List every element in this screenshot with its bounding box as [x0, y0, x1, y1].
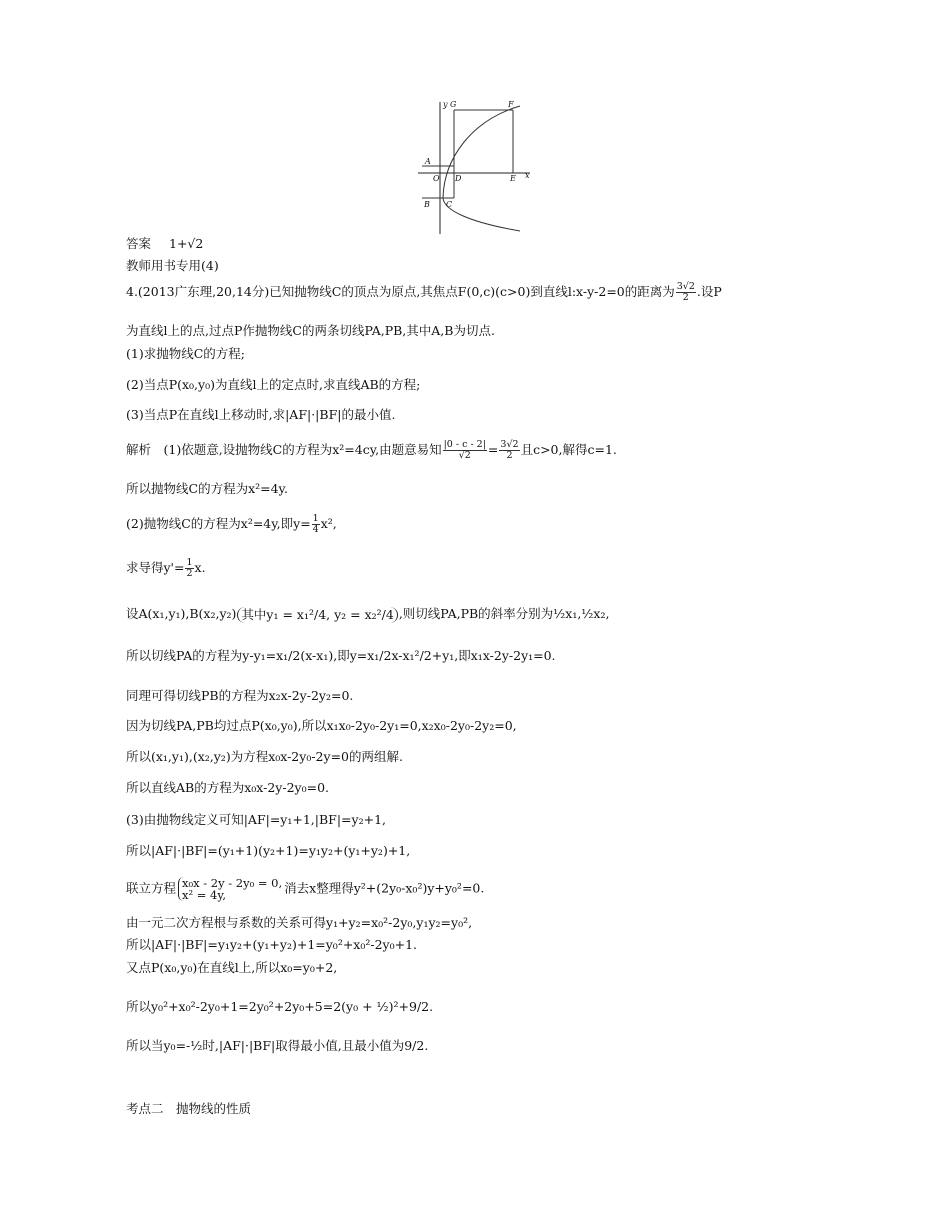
quarter-fraction	[312, 514, 320, 535]
label-x: x	[525, 171, 530, 180]
equation-system	[178, 877, 282, 901]
answer-value: 1+√2	[169, 236, 204, 251]
parabola-figure	[412, 98, 536, 238]
answer-label: 答案	[126, 236, 152, 251]
label-f: F	[508, 100, 514, 109]
solution-line-11: (3)由抛物线定义可知|AF|=y₁+1,|BF|=y₂+1,	[126, 812, 387, 827]
half-denominator: 2	[186, 568, 193, 579]
solution-line-13-end: 消去x整理得y²+(2y₀-x₀²)y+y₀²=0.	[284, 880, 485, 896]
equals-sign: =	[487, 442, 499, 457]
distance-formula-denominator: √2	[458, 450, 471, 461]
system-equation-1: x₀x - 2y - 2y₀ = 0,	[182, 876, 283, 890]
solution-line-8: 因为切线PA,PB均过点P(x₀,y₀),所以x₁x₀-2y₀-2y₁=0,x₂x₀-2y₀-2y₂=0,	[126, 718, 517, 733]
solution-line-17: 所以y₀²+x₀²-2y₀+1=2y₀²+2y₀+5=2(y₀ + ½)²+9/2.	[126, 999, 434, 1014]
label-b: B	[424, 200, 430, 209]
label-y: y	[443, 100, 448, 109]
label-o: O	[433, 174, 440, 183]
solution-line-5	[126, 606, 609, 623]
distance-value-fraction	[499, 440, 519, 461]
label-g: G	[450, 100, 457, 109]
solution-line-2: 所以抛物线C的方程为x²=4y.	[126, 481, 288, 496]
solution-line-18: 所以当y₀=-½时,|AF|·|BF|取得最小值,且最小值为9/2.	[126, 1038, 429, 1053]
distance-value-numerator: 3√2	[500, 439, 519, 450]
quarter-denominator: 4	[312, 524, 319, 535]
problem-line-1-end: .设P	[696, 284, 722, 299]
solution-line-3	[126, 514, 337, 535]
solution-line-1-text: 解析 (1)依题意,设抛物线C的方程为x²=4cy,由题意易知	[126, 442, 442, 457]
distance-fraction	[676, 282, 696, 303]
solution-line-5-text: 设A(x₁,y₁),B(x₂,y₂)	[126, 606, 237, 621]
points-condition: 其中y₁ = x₁²/4, y₂ = x₂²/4	[237, 607, 397, 623]
solution-line-1	[126, 440, 617, 461]
label-a: A	[425, 157, 431, 166]
solution-line-1-end: 且c>0,解得c=1.	[520, 442, 617, 457]
system-equation-2: x² = 4y,	[182, 888, 226, 902]
question-2: (2)当点P(x₀,y₀)为直线l上的定点时,求直线AB的方程;	[126, 377, 421, 392]
distance-value-denominator: 2	[506, 450, 513, 461]
teacher-note: 教师用书专用(4)	[126, 258, 219, 273]
solution-line-3-text: (2)抛物线C的方程为x²=4y,即y=	[126, 516, 311, 531]
solution-line-3-end: x²,	[320, 516, 337, 531]
solution-line-4-text: 求导得y'=	[126, 560, 185, 575]
half-numerator: 1	[186, 557, 193, 568]
solution-line-12: 所以|AF|·|BF|=(y₁+1)(y₂+1)=y₁y₂+(y₁+y₂)+1,	[126, 843, 411, 858]
solution-line-9: 所以(x₁,y₁),(x₂,y₂)为方程x₀x-2y₀-2y=0的两组解.	[126, 749, 403, 764]
solution-line-4	[126, 558, 206, 579]
solution-line-5-end: ,则切线PA,PB的斜率分别为½x₁,½x₂,	[398, 606, 610, 621]
distance-formula-numerator: |0 - c - 2|	[443, 439, 486, 450]
solution-line-7: 同理可得切线PB的方程为x₂x-2y-2y₂=0.	[126, 688, 354, 703]
question-3: (3)当点P在直线l上移动时,求|AF|·|BF|的最小值.	[126, 407, 396, 422]
solution-line-16: 又点P(x₀,y₀)在直线l上,所以x₀=y₀+2,	[126, 960, 338, 975]
distance-formula-fraction	[443, 440, 487, 461]
label-d: D	[455, 174, 462, 183]
solution-line-6: 所以切线PA的方程为y-y₁=x₁/2(x-x₁),即y=x₁/2x-x₁²/2+y₁,即x₁x-2y-2y₁=0.	[126, 648, 556, 663]
solution-line-15: 所以|AF|·|BF|=y₁y₂+(y₁+y₂)+1=y₀²+x₀²-2y₀+1.	[126, 937, 418, 952]
label-e: E	[510, 174, 516, 183]
half-fraction	[185, 558, 193, 579]
quarter-numerator: 1	[312, 513, 319, 524]
problem-line-1-text: 4.(2013广东理,20,14分)已知抛物线C的顶点为原点,其焦点F(0,c)(c>0)到直线l:x-y-2=0的距离为	[126, 284, 675, 299]
problem-line-1	[126, 282, 722, 303]
solution-line-13-text: 联立方程	[126, 880, 177, 896]
solution-line-10: 所以直线AB的方程为x₀x-2y-2y₀=0.	[126, 780, 329, 795]
question-1: (1)求抛物线C的方程;	[126, 346, 245, 361]
distance-numerator: 3√2	[676, 281, 695, 292]
section-title: 考点二 抛物线的性质	[126, 1101, 252, 1116]
solution-line-14: 由一元二次方程根与系数的关系可得y₁+y₂=x₀²-2y₀,y₁y₂=y₀²,	[126, 915, 473, 930]
solution-line-4-end: x.	[194, 560, 206, 575]
distance-denominator: 2	[682, 292, 689, 303]
solution-line-13	[126, 877, 484, 901]
answer-line	[126, 236, 203, 252]
label-c: C	[446, 200, 453, 209]
problem-line-2: 为直线l上的点,过点P作抛物线C的两条切线PA,PB,其中A,B为切点.	[126, 323, 495, 338]
